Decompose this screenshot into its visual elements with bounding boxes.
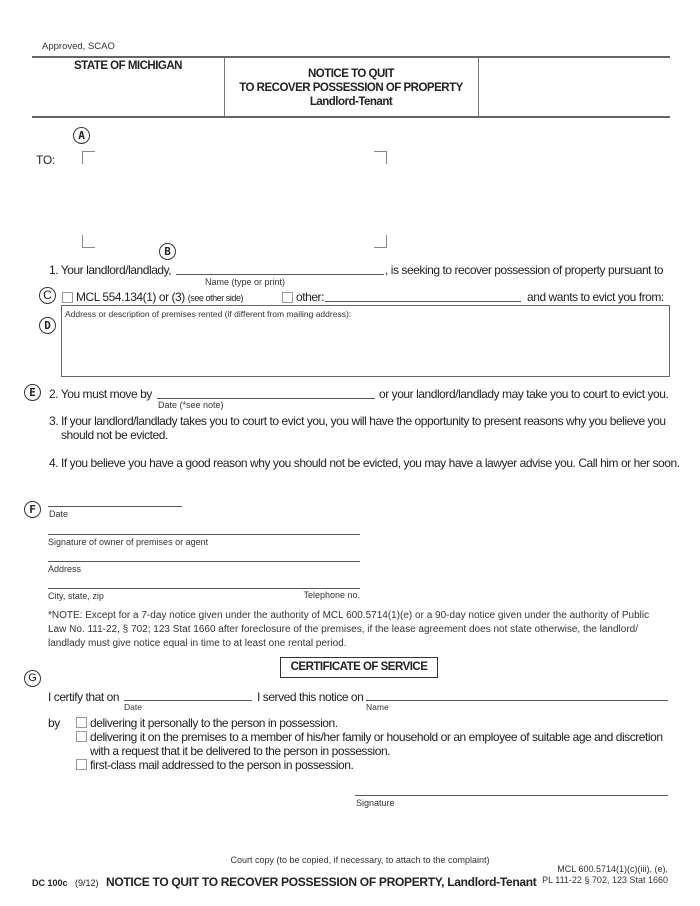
landlord-name-field[interactable]	[176, 274, 384, 275]
option-personal: delivering it personally to the person in possession.	[90, 716, 338, 730]
note-line: *NOTE: Except for a 7-day notice given under the authority of MCL 600.5714(1)(e) or a 90-day notice given under the authority of Public	[48, 610, 650, 621]
item4-text: 4. If you believe you have a good reason why you should not be evicted, you may have a lawyer advise you. Call him or her soon.	[49, 456, 680, 470]
certificate-title: CERTIFICATE OF SERVICE	[280, 657, 438, 678]
served-name-field[interactable]	[366, 700, 668, 701]
served-name-caption: Name	[366, 702, 389, 712]
service-date-field[interactable]	[124, 700, 252, 701]
note	[48, 609, 649, 651]
certify-prefix: I certify that on	[48, 690, 120, 704]
date-caption: Date (*see note)	[158, 400, 224, 410]
court-use-box[interactable]	[480, 58, 668, 114]
mcl-checkbox[interactable]	[62, 292, 73, 303]
premises-label: Address or description of premises rented (if different from mailing address):	[65, 309, 352, 319]
mcl-note: (see other side)	[187, 293, 244, 303]
title-line-3: Landlord-Tenant	[309, 96, 393, 108]
city-state-zip-field[interactable]	[48, 588, 360, 589]
header-divider	[478, 57, 479, 116]
approved-label: Approved, SCAO	[42, 41, 115, 52]
owner-signature-field[interactable]	[48, 534, 360, 535]
item3-line2: should not be evicted.	[61, 428, 168, 442]
note-line: Law No. 111-22, § 702; 123 Stat 1660 after foreclosure of the premises, if the lease agreement does not state otherwise, the landlord/	[48, 624, 638, 635]
premises-field[interactable]	[61, 305, 670, 377]
authority	[500, 864, 668, 886]
personal-delivery-checkbox[interactable]	[76, 717, 87, 728]
to-label: TO:	[36, 153, 56, 167]
note-line: landlady must give notice equal in time to at least one rental period.	[48, 638, 347, 649]
corner-mark	[374, 151, 387, 164]
move-by-date-field[interactable]	[157, 398, 375, 399]
server-signature-field[interactable]	[355, 795, 668, 796]
title-line-1: NOTICE TO QUIT	[307, 68, 395, 80]
address-caption: Address	[48, 564, 82, 574]
court-copy-note: Court copy (to be copied, if necessary, to attach to the complaint)	[230, 855, 490, 865]
corner-mark	[82, 151, 95, 164]
authority-line: PL 111-22 § 702, 123 Stat 1660	[542, 875, 668, 885]
form-revision: (9/12)	[74, 878, 99, 888]
sig-date-caption: Date	[49, 509, 69, 519]
mcl-option-label	[76, 290, 243, 304]
item2-prefix: 2. You must move by	[49, 387, 152, 401]
other-label: other:	[296, 290, 324, 304]
state-label: STATE OF MICHIGAN	[74, 60, 182, 72]
corner-mark	[374, 235, 387, 248]
other-checkbox[interactable]	[282, 292, 293, 303]
item1-prefix: 1. Your landlord/landlady,	[49, 263, 172, 277]
evict-from-label: and wants to evict you from:	[527, 290, 664, 304]
name-caption: Name (type or print)	[205, 277, 286, 287]
option-premises: delivering it on the premises to a member of his/her family or household or an employee of suitable age and discretion	[90, 730, 663, 744]
marker-g: G	[24, 670, 41, 687]
marker-b: B	[159, 243, 176, 260]
option-premises-line2: with a request that it be delivered to the person in possession.	[90, 744, 391, 758]
header-bottom-rule	[32, 116, 670, 118]
marker-e: E	[24, 384, 41, 401]
item1-suffix: , is seeking to recover possession of property pursuant to	[385, 263, 664, 277]
service-date-caption: Date	[124, 702, 142, 712]
item3-line1: 3. If your landlord/landlady takes you to court to evict you, you will have the opportunity to present reasons why you believe you	[49, 414, 666, 428]
authority-line: MCL 600.5714(1)(c)(iii), (e),	[557, 864, 668, 874]
mcl-text: MCL 554.134(1) or (3)	[76, 290, 185, 304]
address-field[interactable]	[48, 561, 360, 562]
server-signature-caption: Signature	[356, 798, 395, 808]
form-id: DC 100c	[32, 878, 68, 888]
footer-form-line	[32, 873, 537, 891]
marker-c: C	[39, 287, 56, 304]
form-title	[224, 67, 478, 109]
marker-d: D	[39, 317, 56, 334]
item2-suffix: or your landlord/landlady may take you to court to evict you.	[379, 387, 669, 401]
city-caption: City, state, zip	[48, 591, 104, 601]
served-on-label: I served this notice on	[257, 690, 364, 704]
premises-delivery-checkbox[interactable]	[76, 731, 87, 742]
marker-f: F	[24, 501, 41, 518]
corner-mark	[82, 235, 95, 248]
mail-checkbox[interactable]	[76, 759, 87, 770]
title-line-2: TO RECOVER POSSESSION OF PROPERTY	[239, 82, 463, 94]
signature-caption: Signature of owner of premises or agent	[48, 537, 209, 547]
signature-date-field[interactable]	[48, 506, 182, 507]
other-field[interactable]	[325, 301, 521, 302]
footer-title: NOTICE TO QUIT TO RECOVER POSSESSION OF PROPERTY, Landlord-Tenant	[105, 875, 537, 889]
phone-caption: Telephone no.	[303, 590, 360, 600]
to-address-field[interactable]	[82, 151, 386, 247]
option-mail: first-class mail addressed to the person in possession.	[90, 758, 354, 772]
marker-a: A	[73, 127, 90, 144]
by-label: by	[48, 716, 60, 730]
